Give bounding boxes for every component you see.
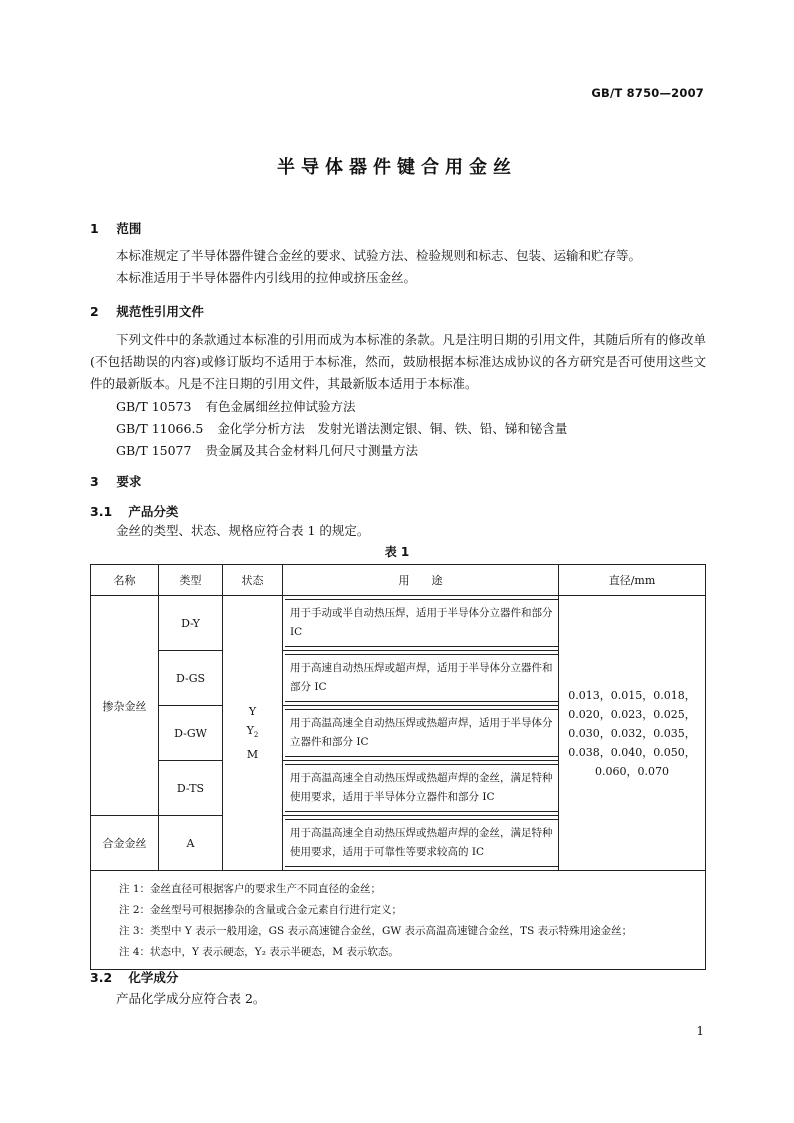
subsection-number: 3.2 (90, 970, 113, 985)
section-1-paragraph: 本标准适用于半导体器件内引线用的拉伸或挤压金丝。 (116, 270, 417, 285)
standard-number: GB/T 8750—2007 (591, 86, 704, 100)
use-text: 用于手动或半自动热压焊，适用于半导体分立器件和部分 IC (285, 599, 558, 647)
page-number: 1 (696, 1024, 704, 1038)
type-cell: D-GS (159, 651, 223, 706)
header-type: 类型 (159, 565, 223, 596)
subsection-3-2-paragraph: 产品化学成分应符合表 2。 (116, 991, 266, 1006)
state-cell (223, 596, 283, 871)
state-y2 (223, 721, 282, 745)
type-cell: A (159, 816, 223, 871)
group-name-cell: 合金金丝 (91, 816, 159, 871)
subsection-3-1-paragraph: 金丝的类型、状态、规格应符合表 1 的规定。 (116, 523, 370, 538)
table-caption: 表 1 (384, 545, 410, 559)
diameter-line: 0.020，0.023，0.025， (568, 707, 696, 721)
reference-title: 有色金属细丝拉伸试验方法 (205, 399, 356, 414)
use-cell (283, 761, 559, 816)
table-note: 注 1：金丝直径可根据客户的要求生产不同直径的金丝； (119, 883, 382, 895)
state-m: M (246, 748, 259, 762)
section-1-heading (90, 219, 141, 237)
section-number: 2 (90, 304, 99, 319)
table-1 (90, 564, 706, 970)
subsection-3-1-heading (90, 502, 178, 520)
state-y: Y (248, 704, 257, 718)
table-notes-row (91, 871, 706, 970)
header-diameter: 直径/mm (559, 565, 706, 596)
table-note: 注 4：状态中，Y 表示硬态，Y₂ 表示半硬态，M 表示软态。 (119, 946, 399, 958)
state-y2-sub: 2 (253, 731, 259, 740)
reference-item (116, 441, 418, 459)
state-y2-base: Y (246, 723, 254, 737)
reference-code: GB/T 15077 (116, 443, 192, 458)
reference-item (116, 419, 567, 437)
table-note: 注 2：金丝型号可根据掺杂的含量或合金元素自行进行定义； (119, 904, 403, 916)
section-1-paragraph: 本标准规定了半导体器件键合金丝的要求、试验方法、检验规则和标志、包装、运输和贮存等。 (116, 248, 642, 263)
header-use: 用 途 (283, 565, 559, 596)
diameter-line: 0.038，0.040，0.050， (568, 745, 696, 759)
use-cell (283, 651, 559, 706)
notes-cell (91, 871, 706, 970)
reference-title: 金化学分析方法 发射光谱法测定银、铜、铁、铅、锑和铋含量 (217, 421, 568, 436)
use-text: 用于高温高速全自动热压焊或热超声焊，适用于半导体分立器件和部分 IC (285, 709, 558, 757)
type-cell: D-TS (159, 761, 223, 816)
reference-code: GB/T 11066.5 (116, 421, 204, 436)
subsection-title: 产品分类 (128, 504, 179, 519)
header-state: 状态 (223, 565, 283, 596)
group-name-cell: 掺杂金丝 (91, 596, 159, 816)
section-2-heading (90, 302, 204, 320)
reference-code: GB/T 10573 (116, 399, 192, 414)
diameter-cell (559, 596, 706, 871)
diameter-line: 0.060，0.070 (595, 764, 669, 778)
reference-item (116, 397, 355, 415)
type-cell: D-Y (159, 596, 223, 651)
subsection-title: 化学成分 (128, 970, 179, 985)
document-title: 半导体器件键合用金丝 (277, 157, 517, 178)
section-2-paragraph: 下列文件中的条款通过本标准的引用而成为本标准的条款。凡是注明日期的引用文件，其随后所有的修改单(不包括勘误的内容)或修订版均不适用于本标准，然而，鼓励根据本标准达成协议的各方研究是否可使用这些文件的最新版本。凡是不注日期的引用文件，其最新版本适用于本标准。 (90, 332, 706, 391)
use-text: 用于高速自动热压焊或超声焊，适用于半导体分立器件和部分 IC (285, 654, 558, 702)
use-cell (283, 706, 559, 761)
section-3-heading (90, 472, 141, 490)
table-header-row (91, 565, 706, 596)
header-name: 名称 (91, 565, 159, 596)
subsection-3-2-heading (90, 968, 178, 986)
use-text: 用于高温高速全自动热压焊或热超声焊的金丝，满足特种使用要求，适用于半导体分立器件和部分 IC (285, 764, 558, 812)
section-number: 3 (90, 474, 99, 489)
type-cell: D-GW (159, 706, 223, 761)
use-cell (283, 816, 559, 871)
use-cell (283, 596, 559, 651)
table-note: 注 3：类型中 Y 表示一般用途，GS 表示高速键合金丝，GW 表示高温高速键合金丝，TS 表示特殊用途金丝； (119, 925, 633, 937)
diameter-line: 0.030，0.032，0.035， (568, 726, 696, 740)
use-text: 用于高温高速全自动热压焊或热超声焊的金丝，满足特种使用要求，适用于可靠性等要求较高的 IC (285, 819, 558, 867)
diameter-line: 0.013，0.015，0.018， (568, 688, 696, 702)
section-number: 1 (90, 221, 99, 236)
section-title: 范围 (116, 221, 142, 236)
subsection-number: 3.1 (90, 504, 113, 519)
section-title: 要求 (116, 474, 142, 489)
reference-title: 贵金属及其合金材料几何尺寸测量方法 (205, 443, 418, 458)
section-title: 规范性引用文件 (116, 304, 204, 319)
table-row (91, 596, 706, 651)
